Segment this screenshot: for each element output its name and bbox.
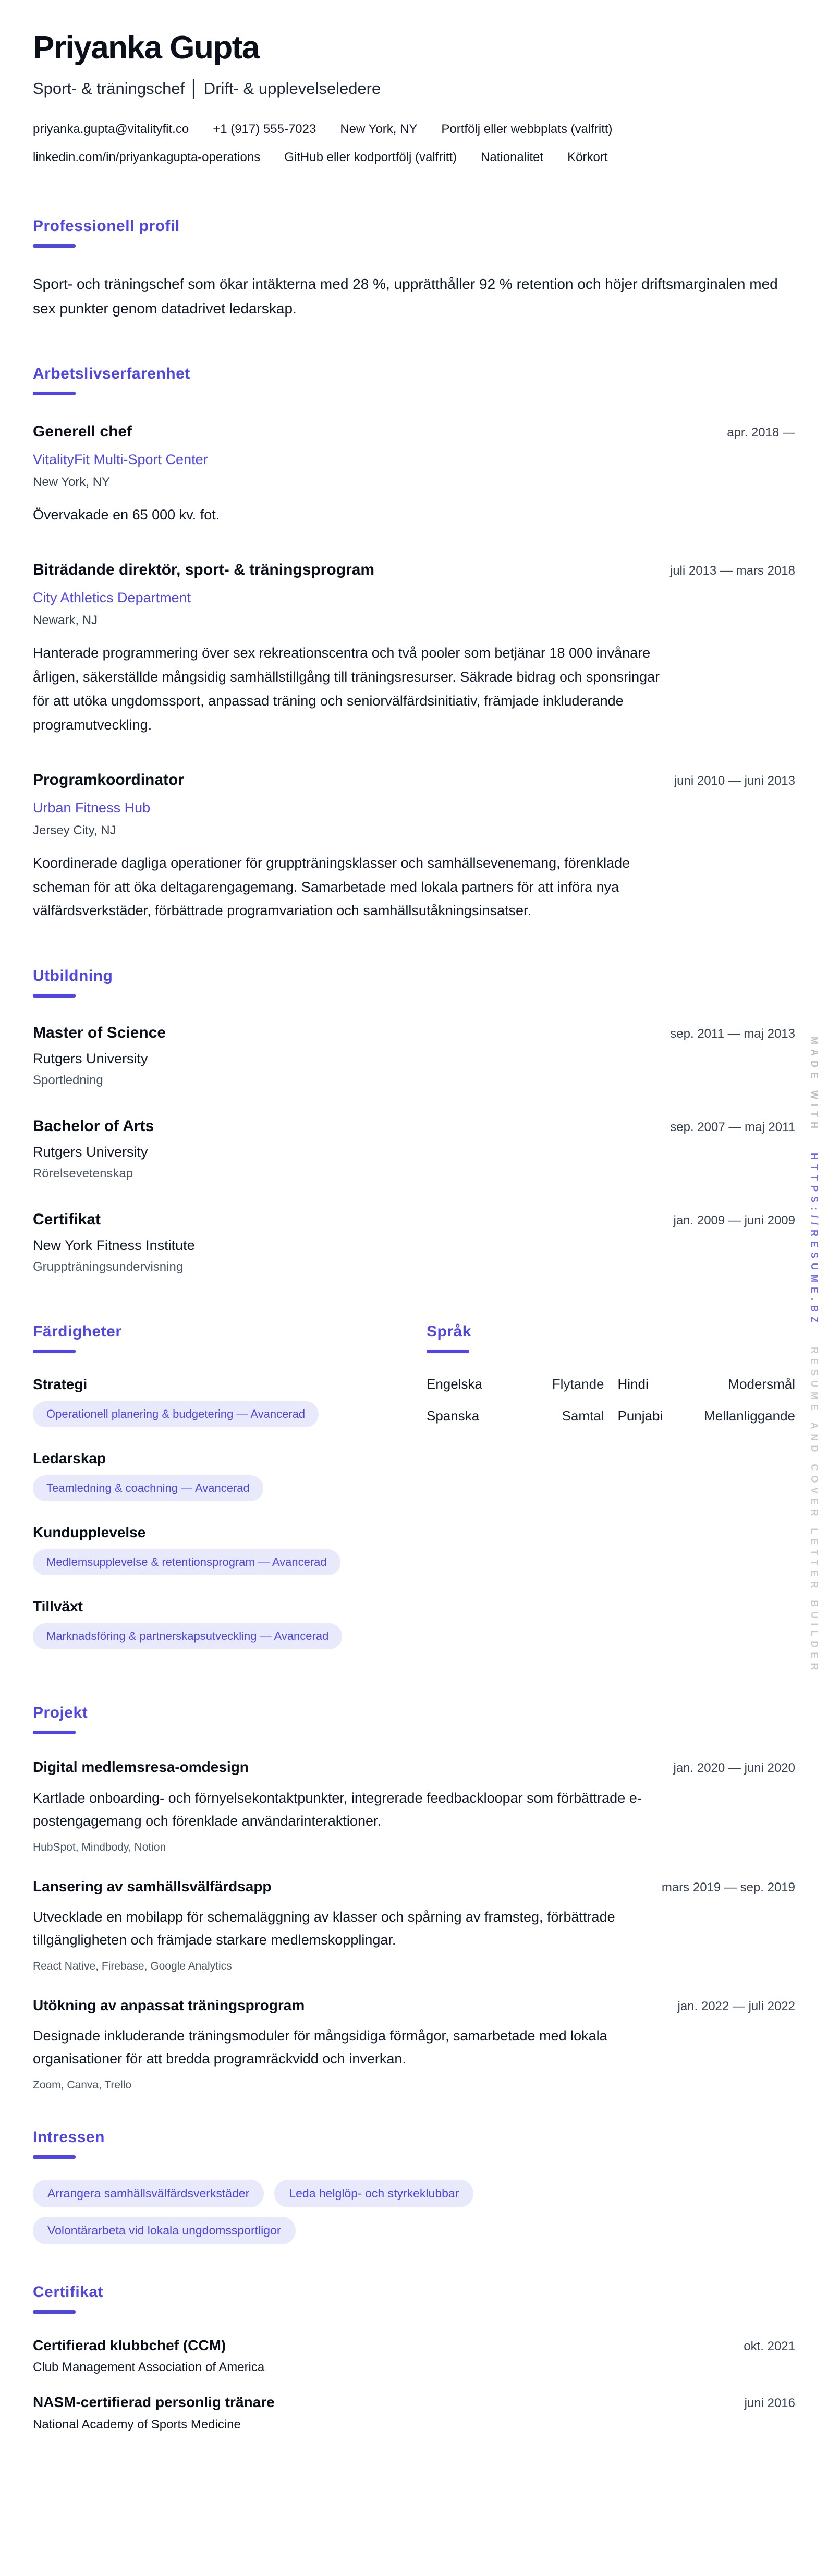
project-dates: jan. 2022 — juli 2022 — [677, 1999, 795, 2013]
section-heading-certificates: Certifikat — [33, 2283, 104, 2301]
section-education — [33, 967, 795, 1274]
heading-underline — [33, 1350, 76, 1353]
section-skills-languages — [33, 1322, 795, 1672]
language-level: Samtal — [562, 1408, 604, 1424]
job-description: Koordinerade dagliga operationer för gruppträningsklasser och samhällsevenemang, förenklade scheman för att öka deltagarengagemang. Samarbetade med lokala partners för att införa nya välfärdsverkstäder, förbättrade programvariation och samhällsutåkningsinsatser. — [33, 855, 630, 919]
interest-pill: Leda helglöp- och styrkeklubbar — [274, 2180, 473, 2207]
skill-pill: Marknadsföring & partnerskapsutveckling — Avancerad — [33, 1623, 342, 1649]
section-heading-education: Utbildning — [33, 967, 113, 985]
heading-underline — [33, 244, 76, 248]
language-name: Punjabi — [617, 1408, 663, 1424]
job-dates: juli 2013 — mars 2018 — [669, 564, 795, 578]
heading-underline — [33, 392, 76, 395]
section-projects — [33, 1704, 795, 2091]
language-name: Engelska — [427, 1376, 482, 1392]
job-title: Biträdande direktör, sport- & träningsprogram — [33, 561, 375, 579]
experience-entry — [33, 771, 795, 924]
skill-category: Ledarskap — [33, 1450, 106, 1467]
section-heading-skills: Färdigheter — [33, 1323, 122, 1341]
section-interests — [33, 2128, 795, 2244]
project-tools: Zoom, Canva, Trello — [33, 2079, 132, 2091]
skill-category: Kundupplevelse — [33, 1524, 146, 1541]
skill-pill: Operationell planering & budgetering — Avancerad — [33, 1401, 319, 1427]
certificate-issuer: National Academy of Sports Medicine — [33, 2417, 241, 2432]
experience-entry — [33, 422, 795, 527]
skill-group — [33, 1524, 427, 1575]
project-dates: mars 2019 — sep. 2019 — [661, 1880, 795, 1894]
education-entry — [33, 1024, 795, 1088]
watermark-builder-label: RESUME AND COVER LETTER BUILDER — [809, 1347, 820, 1675]
section-certificates — [33, 2283, 795, 2432]
skill-pill: Teamledning & coachning — Avancerad — [33, 1475, 263, 1501]
certificate-title: NASM-certifierad personlig tränare — [33, 2394, 275, 2411]
project-title: Digital medlemsresa-omdesign — [33, 1759, 249, 1776]
field-of-study: Sportledning — [33, 1073, 103, 1088]
job-description: Hanterade programmering över sex rekreationscentra och två pooler som betjänar 18 000 invånare årligen, säkerställde mångsidig samhällstillgång till träningsresurser. Säkrade bidrag och sponsringar för att utöka ungdomssport, anpassad träning och seniorvälfärdsinitiativ, främjade inkluderande programutveckling. — [33, 645, 660, 733]
heading-underline — [33, 994, 76, 998]
contact-row-2 — [33, 150, 795, 165]
degree-title: Certifikat — [33, 1211, 101, 1229]
interest-pill: Volontärarbeta vid lokala ungdomssportligor — [33, 2217, 296, 2244]
skills-column — [33, 1322, 427, 1672]
experience-entry — [33, 561, 795, 737]
section-heading-projects: Projekt — [33, 1704, 88, 1722]
job-subtitle: Sport- & träningschef │ Drift- & upplevelseledere — [33, 79, 381, 98]
contact-license: Körkort — [567, 150, 608, 165]
language-row — [427, 1408, 604, 1424]
heading-underline — [33, 1731, 76, 1734]
heading-underline — [33, 2155, 76, 2159]
job-location: Jersey City, NJ — [33, 823, 116, 837]
job-location: Newark, NJ — [33, 613, 98, 628]
school-name: Rutgers University — [33, 1051, 148, 1067]
language-level: Modersmål — [728, 1376, 795, 1392]
education-entry — [33, 1117, 795, 1181]
profile-text: Sport- och träningschef som ökar intäkterna med 28 %, upprätthåller 92 % retention och höjer driftsmarginalen med sex punkter genom datadrivet ledarskap. — [33, 276, 778, 317]
school-name: New York Fitness Institute — [33, 1237, 195, 1254]
watermark-made-with: MADE WITH — [809, 1037, 820, 1133]
certificate-entry — [33, 2393, 795, 2432]
language-name: Spanska — [427, 1408, 480, 1424]
languages-column — [427, 1322, 795, 1672]
skill-group — [33, 1450, 427, 1501]
education-dates: sep. 2007 — maj 2011 — [670, 1120, 795, 1135]
language-row — [618, 1376, 796, 1392]
language-row — [427, 1376, 604, 1392]
watermark-url-link[interactable]: HTTPS://RESUME.BZ — [809, 1153, 820, 1328]
certificate-entry — [33, 2337, 795, 2375]
language-level: Mellanliggande — [704, 1408, 795, 1424]
company-link[interactable]: VitalityFit Multi-Sport Center — [33, 452, 208, 468]
project-tools: HubSpot, Mindbody, Notion — [33, 1841, 166, 1853]
skill-group — [33, 1598, 427, 1649]
job-location: New York, NY — [33, 475, 111, 490]
skill-category: Strategi — [33, 1376, 88, 1393]
skill-group — [33, 1376, 427, 1427]
degree-title: Master of Science — [33, 1024, 166, 1042]
heading-underline — [33, 2310, 76, 2314]
job-title: Programkoordinator — [33, 771, 185, 788]
project-entry — [33, 1878, 795, 1973]
degree-title: Bachelor of Arts — [33, 1117, 154, 1135]
contact-github: GitHub eller kodportfölj (valfritt) — [284, 150, 457, 165]
heading-underline — [427, 1350, 469, 1353]
school-name: Rutgers University — [33, 1144, 148, 1160]
section-heading-experience: Arbetslivserfarenhet — [33, 365, 190, 383]
certificate-issuer: Club Management Association of America — [33, 2360, 265, 2375]
education-dates: sep. 2011 — maj 2013 — [670, 1027, 795, 1041]
education-dates: jan. 2009 — juni 2009 — [673, 1213, 795, 1228]
contact-nationality: Nationalitet — [481, 150, 544, 165]
job-dates: juni 2010 — juni 2013 — [674, 773, 795, 788]
contact-linkedin: linkedin.com/in/priyankagupta-operations — [33, 150, 261, 165]
language-name: Hindi — [617, 1376, 649, 1392]
contact-location: New York, NY — [340, 122, 418, 137]
section-heading-profile: Professionell profil — [33, 217, 180, 235]
contact-email: priyanka.gupta@vitalityfit.co — [33, 122, 189, 137]
certificate-title: Certifierad klubbchef (CCM) — [33, 2337, 226, 2353]
section-experience — [33, 364, 795, 923]
job-title: Generell chef — [33, 423, 132, 441]
project-title: Lansering av samhällsvälfärdsapp — [33, 1878, 272, 1894]
project-tools: React Native, Firebase, Google Analytics — [33, 1960, 232, 1972]
project-entry — [33, 1997, 795, 2092]
section-profile — [33, 217, 795, 321]
section-heading-languages: Språk — [427, 1323, 471, 1341]
contact-row-1 — [33, 122, 795, 137]
education-entry — [33, 1210, 795, 1274]
certificate-date: okt. 2021 — [744, 2339, 795, 2353]
company-link[interactable]: Urban Fitness Hub — [33, 799, 151, 816]
project-description: Utvecklade en mobilapp för schemaläggning av klasser och spårning av framsteg, förbättrade tillgängligheten och främjade starkare medlemskopplingar. — [33, 1909, 615, 1948]
language-row — [618, 1408, 796, 1424]
section-heading-interests: Intressen — [33, 2128, 105, 2146]
contact-phone: +1 (917) 555-7023 — [213, 122, 316, 137]
page-title: Priyanka Gupta — [33, 30, 259, 66]
skill-pill: Medlemsupplevelse & retentionsprogram — Avancerad — [33, 1549, 340, 1575]
contact-portfolio: Portfölj eller webbplats (valfritt) — [441, 122, 613, 137]
skill-category: Tillväxt — [33, 1598, 83, 1615]
company-link[interactable]: City Athletics Department — [33, 590, 191, 606]
project-description: Designade inkluderande träningsmoduler för mångsidiga förmågor, samarbetade med lokala organisationer för att bredda programräckvidd och inverkan. — [33, 2028, 607, 2067]
field-of-study: Rörelsevetenskap — [33, 1167, 133, 1181]
interest-pill: Arrangera samhällsvälfärdsverkstäder — [33, 2180, 264, 2207]
project-description: Kartlade onboarding- och förnyelsekontaktpunkter, integrerade feedbackloopar som förbättrade e-postengagemang och förenklade användarinteraktioner. — [33, 1790, 642, 1829]
job-dates: apr. 2018 — — [727, 426, 795, 440]
project-entry — [33, 1758, 795, 1853]
certificate-date: juni 2016 — [744, 2396, 795, 2411]
field-of-study: Gruppträningsundervisning — [33, 1260, 184, 1274]
resume-header — [33, 30, 795, 165]
project-dates: jan. 2020 — juni 2020 — [673, 1761, 795, 1776]
language-level: Flytande — [552, 1376, 604, 1392]
job-description: Övervakade en 65 000 kv. fot. — [33, 507, 220, 523]
watermark — [809, 1037, 820, 1674]
project-title: Utökning av anpassat träningsprogram — [33, 1997, 305, 2013]
